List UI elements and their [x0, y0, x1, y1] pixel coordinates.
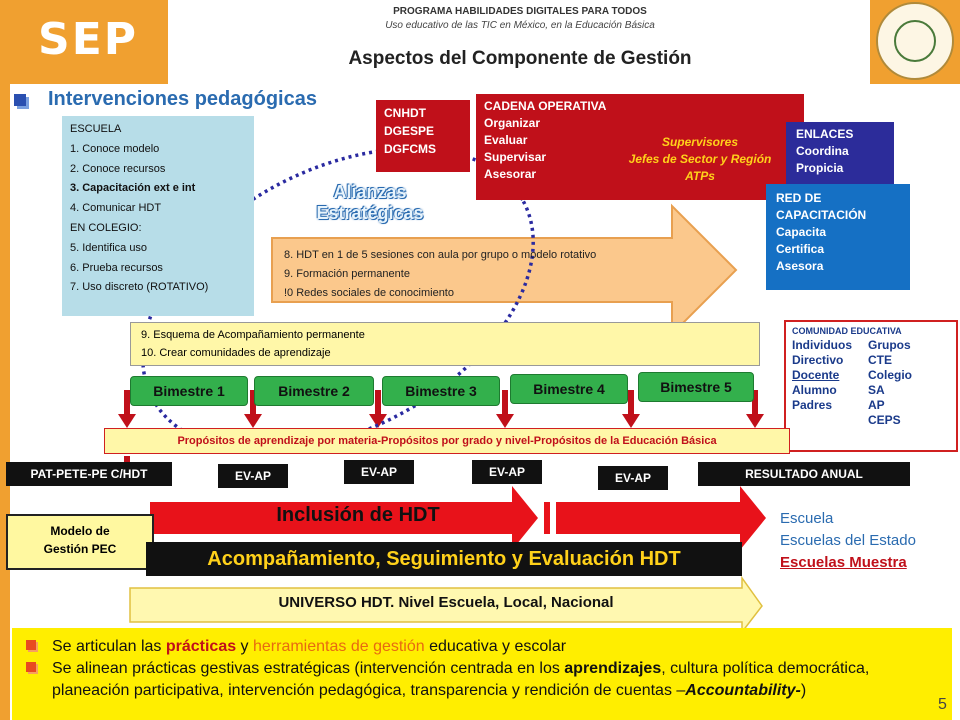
arrow-item: 8. HDT en 1 de 5 sesiones con aula por grupo o modelo rotativo	[284, 249, 597, 261]
enlaces-box	[786, 122, 894, 184]
comunidad-item: AP	[868, 398, 885, 412]
page-number: 5	[938, 696, 947, 713]
summary-text: Se alinean prácticas gestivas estratégicas (intervención centrada en los	[52, 660, 565, 677]
escuela-box	[62, 116, 254, 316]
escuela-item: 3. Capacitación ext e int	[70, 182, 196, 195]
summary-line-1	[52, 636, 942, 658]
summary-line-2	[52, 658, 942, 680]
colegio-heading: EN COLEGIO:	[70, 221, 142, 234]
red-line: RED DE	[776, 191, 822, 205]
summary-emphasis: Accountability-	[685, 682, 801, 699]
cnhdt-box	[376, 100, 470, 172]
acompanamiento-bar: Acompañamiento, Seguimiento y Evaluación HDT	[146, 542, 742, 576]
bullet-icon	[26, 662, 36, 672]
escuela-item: 4. Comunicar HDT	[70, 202, 162, 215]
alianzas-line: Alianzas	[333, 182, 407, 202]
cadena-sub-line: Jefes de Sector y Región	[628, 152, 772, 166]
esquema-line: 9. Esquema de Acompañamiento permanente	[141, 329, 365, 341]
comunidad-educativa-box	[784, 320, 958, 452]
comunidad-item: Directivo	[792, 353, 844, 367]
red-capacitacion-box	[766, 184, 910, 290]
pat-label: PAT-PETE-PE C/HDT	[6, 462, 172, 486]
summary-text: planeación participativa, intervención pedagógica, transparencia y rendición de cuentas –	[52, 682, 686, 699]
resultado-anual-label: RESULTADO ANUAL	[698, 462, 910, 486]
comunidad-heading: COMUNIDAD EDUCATIVA	[792, 326, 902, 336]
red-line: Certifica	[776, 242, 825, 256]
comunidad-item: CEPS	[868, 413, 901, 427]
cnhdt-line: DGESPE	[384, 124, 435, 138]
summary-text: y	[236, 638, 253, 655]
summary-box	[12, 628, 952, 720]
comunidad-item: Individuos	[792, 338, 852, 352]
escuela-item: 1. Conoce modelo	[70, 142, 160, 155]
red-line: Capacita	[776, 225, 827, 239]
summary-text: Se articulan las	[52, 638, 166, 655]
section-title: Intervenciones pedagógicas	[48, 88, 317, 110]
summary-emphasis: prácticas	[165, 638, 237, 655]
cadena-line: Evaluar	[484, 133, 528, 147]
colegio-item: 6. Prueba recursos	[70, 261, 163, 274]
escuela-item: 2. Conoce recursos	[70, 162, 166, 175]
universo-label: UNIVERSO HDT. Nivel Escuela, Local, Nacional	[278, 594, 614, 611]
colegio-item: 5. Identifica uso	[70, 241, 148, 254]
cnhdt-line: DGFCMS	[384, 142, 436, 156]
cadena-sub-line: Supervisores	[661, 135, 739, 149]
escuelas-item: Escuelas del Estado	[780, 532, 916, 549]
esquema-box	[130, 322, 760, 366]
comunidad-item: Colegio	[868, 368, 912, 382]
comunidad-item: Grupos	[868, 338, 911, 352]
slide-title: Aspectos del Componente de Gestión	[348, 48, 692, 69]
cadena-supervisors	[600, 134, 800, 185]
comunidad-item: CTE	[868, 353, 892, 367]
enlaces-line: Coordina	[796, 144, 849, 158]
propositos-bar: Propósitos de aprendizaje por materia-Propósitos por grado y nivel-Propósitos de la Educación Básica	[104, 428, 790, 454]
ev-ap-label-1: EV-AP	[218, 464, 288, 488]
comunidad-item: SA	[868, 383, 885, 397]
esquema-line: 10. Crear comunidades de aprendizaje	[141, 347, 331, 359]
modelo-line: Gestión PEC	[43, 542, 117, 556]
ev-ap-label-2: EV-AP	[344, 460, 414, 484]
cadena-line: Supervisar	[484, 150, 547, 164]
bimestre-4: Bimestre 4	[510, 374, 628, 404]
arrow-item: 9. Formación permanente	[284, 268, 410, 280]
comunidad-item: Docente	[792, 368, 840, 382]
inclusion-label: Inclusión de HDT	[276, 504, 440, 526]
summary-text: , cultura política democrática,	[661, 660, 870, 677]
summary-text: )	[800, 682, 807, 699]
escuelas-item: Escuela	[780, 510, 834, 527]
summary-line-3	[52, 680, 942, 702]
modelo-gestion-box	[6, 514, 154, 570]
enlaces-line: ENLACES	[796, 127, 854, 141]
summary-text: educativa y escolar	[424, 638, 567, 655]
escuelas-muestra: Escuelas Muestra	[780, 554, 907, 571]
alianzas-line: Estratégicas	[316, 203, 424, 223]
bimestre-1: Bimestre 1	[130, 376, 248, 406]
inclusion-divider	[544, 502, 550, 534]
cadena-line: Organizar	[484, 116, 541, 130]
arrow-items	[284, 246, 596, 303]
comunidad-grid	[792, 338, 950, 427]
inclusion-arrow-2	[556, 486, 766, 550]
bimestre-2: Bimestre 2	[254, 376, 374, 406]
summary-emphasis: aprendizajes	[564, 660, 662, 677]
cadena-heading: CADENA OPERATIVA	[484, 99, 607, 113]
program-name: PROGRAMA HABILIDADES DIGITALES PARA TODOS	[393, 6, 647, 17]
colegio-item: 7. Uso discreto (ROTATIVO)	[70, 281, 209, 294]
sep-logo: SEP	[38, 14, 138, 65]
alianzas-label	[300, 182, 440, 224]
bullet-icon	[26, 640, 36, 650]
escuela-heading: ESCUELA	[70, 123, 122, 135]
ev-ap-label-3: EV-AP	[472, 460, 542, 484]
cadena-line: Asesorar	[484, 167, 537, 181]
ev-ap-label-4: EV-AP	[598, 466, 668, 490]
comunidad-item: Alumno	[792, 383, 837, 397]
arrow-item: !0 Redes sociales de conocimiento	[284, 287, 454, 299]
program-subtitle: Uso educativo de las TIC en México, en la Educación Básica	[385, 20, 655, 31]
red-line: CAPACITACIÓN	[776, 208, 867, 222]
bimestre-5: Bimestre 5	[638, 372, 754, 402]
comunidad-item	[792, 413, 868, 427]
cadena-sub-line: ATPs	[685, 169, 715, 183]
summary-emphasis: herramientas de gestión	[253, 638, 425, 655]
modelo-line: Modelo de	[50, 524, 110, 538]
cnhdt-line: CNHDT	[384, 106, 426, 120]
red-line: Asesora	[776, 259, 824, 273]
comunidad-item: Padres	[792, 398, 833, 412]
escuelas-list	[780, 508, 960, 574]
enlaces-line: Propicia	[796, 161, 844, 175]
bimestre-3: Bimestre 3	[382, 376, 500, 406]
